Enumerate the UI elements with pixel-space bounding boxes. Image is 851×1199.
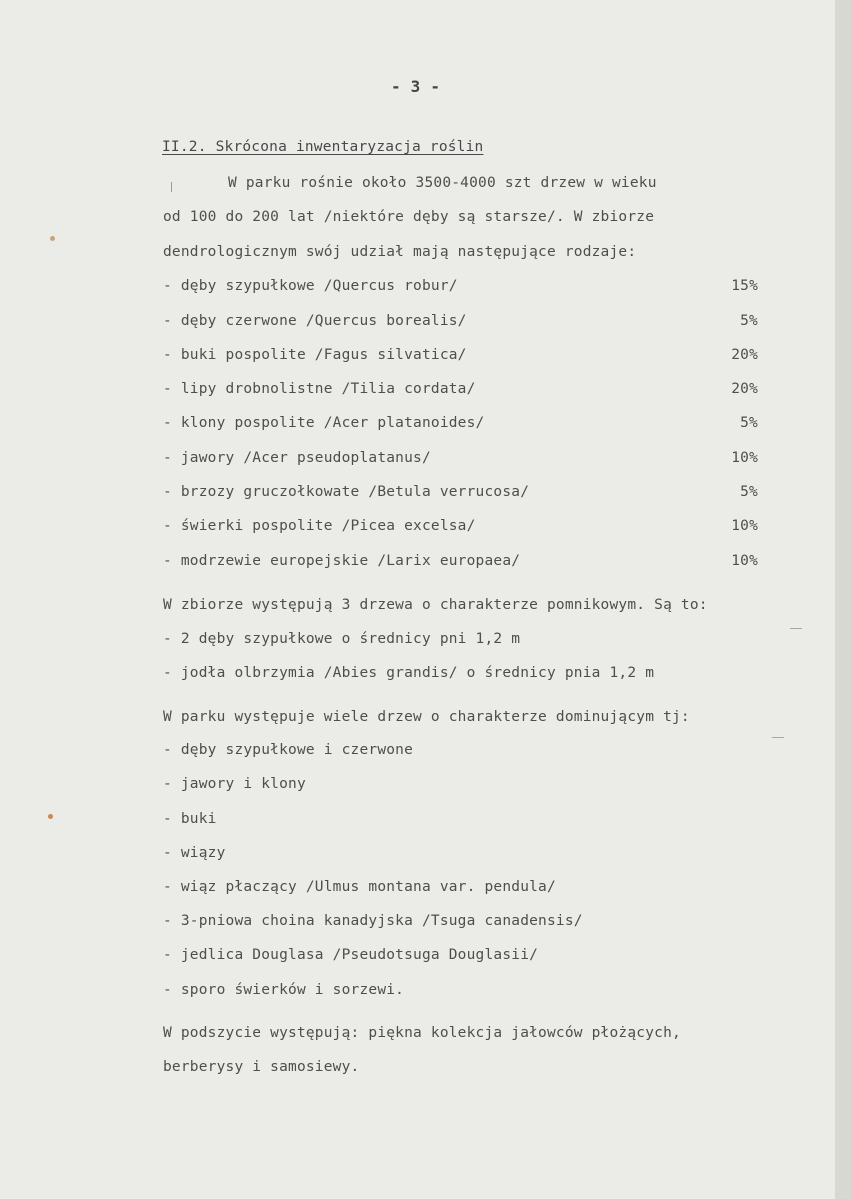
- pencil-mark: [790, 628, 802, 629]
- dominant-item: - wiąz płaczący /Ulmus montana var. pendula/: [163, 879, 556, 895]
- intro-line: od 100 do 200 lat /niektóre dęby są starsze/. W zbiorze: [163, 209, 655, 225]
- species-item: [163, 552, 758, 570]
- dominant-item: - jawory i klony: [163, 776, 306, 792]
- dominant-item: - wiązy: [163, 845, 226, 861]
- species-name: - buki pospolite /Fagus silvatica/: [163, 347, 467, 363]
- intro-line: W parku rośnie około 3500-4000 szt drzew w wieku: [228, 175, 657, 191]
- intro-line: dendrologicznym swój udział mają następujące rodzaje:: [163, 244, 637, 260]
- species-item: [163, 517, 758, 535]
- species-name: - dęby szypułkowe /Quercus robur/: [163, 278, 458, 294]
- dominant-item: - dęby szypułkowe i czerwone: [163, 742, 414, 758]
- species-item: [163, 277, 758, 295]
- paper-spot: [48, 814, 53, 819]
- undergrowth-line: berberysy i samosiewy.: [163, 1059, 360, 1075]
- species-item: [163, 449, 758, 467]
- pencil-mark: [171, 182, 172, 192]
- paper-spot: [50, 236, 55, 241]
- species-item: [163, 380, 758, 398]
- species-percent: 20%: [731, 347, 758, 363]
- species-percent: 20%: [731, 381, 758, 397]
- dominant-item: - 3-pniowa choina kanadyjska /Tsuga canadensis/: [163, 913, 583, 929]
- species-name: - modrzewie europejskie /Larix europaea/: [163, 553, 521, 569]
- species-percent: 5%: [740, 415, 758, 431]
- species-percent: 15%: [731, 278, 758, 294]
- pencil-mark: [772, 737, 784, 738]
- dominant-item: - jedlica Douglasa /Pseudotsuga Douglasii/: [163, 947, 539, 963]
- species-percent: 5%: [740, 313, 758, 329]
- dominant-item: - sporo świerków i sorzewi.: [163, 982, 405, 998]
- dominant-item: - buki: [163, 811, 217, 827]
- species-name: - klony pospolite /Acer platanoides/: [163, 415, 485, 431]
- species-percent: 10%: [731, 518, 758, 534]
- species-name: - jawory /Acer pseudoplatanus/: [163, 450, 431, 466]
- species-name: - lipy drobnolistne /Tilia cordata/: [163, 381, 476, 397]
- species-name: - brzozy gruczołkowate /Betula verrucosa/: [163, 484, 530, 500]
- species-percent: 10%: [731, 553, 758, 569]
- species-item: [163, 346, 758, 364]
- undergrowth-line: W podszycie występują: piękna kolekcja jałowców płożących,: [163, 1025, 681, 1041]
- monument-item: - 2 dęby szypułkowe o średnicy pni 1,2 m: [163, 631, 521, 647]
- species-percent: 10%: [731, 450, 758, 466]
- species-item: [163, 312, 758, 330]
- section-heading: II.2. Skrócona inwentaryzacja roślin: [162, 139, 484, 155]
- species-name: - świerki pospolite /Picea excelsa/: [163, 518, 476, 534]
- monuments-intro: W zbiorze występują 3 drzewa o charakterze pomnikowym. Są to:: [163, 597, 708, 613]
- species-item: [163, 414, 758, 432]
- species-percent: 5%: [740, 484, 758, 500]
- monument-item: - jodła olbrzymia /Abies grandis/ o średnicy pnia 1,2 m: [163, 665, 655, 681]
- species-name: - dęby czerwone /Quercus borealis/: [163, 313, 467, 329]
- page-number: - 3 -: [391, 77, 441, 96]
- species-item: [163, 483, 758, 501]
- dominant-intro: W parku występuje wiele drzew o charakterze dominującym tj:: [163, 709, 690, 725]
